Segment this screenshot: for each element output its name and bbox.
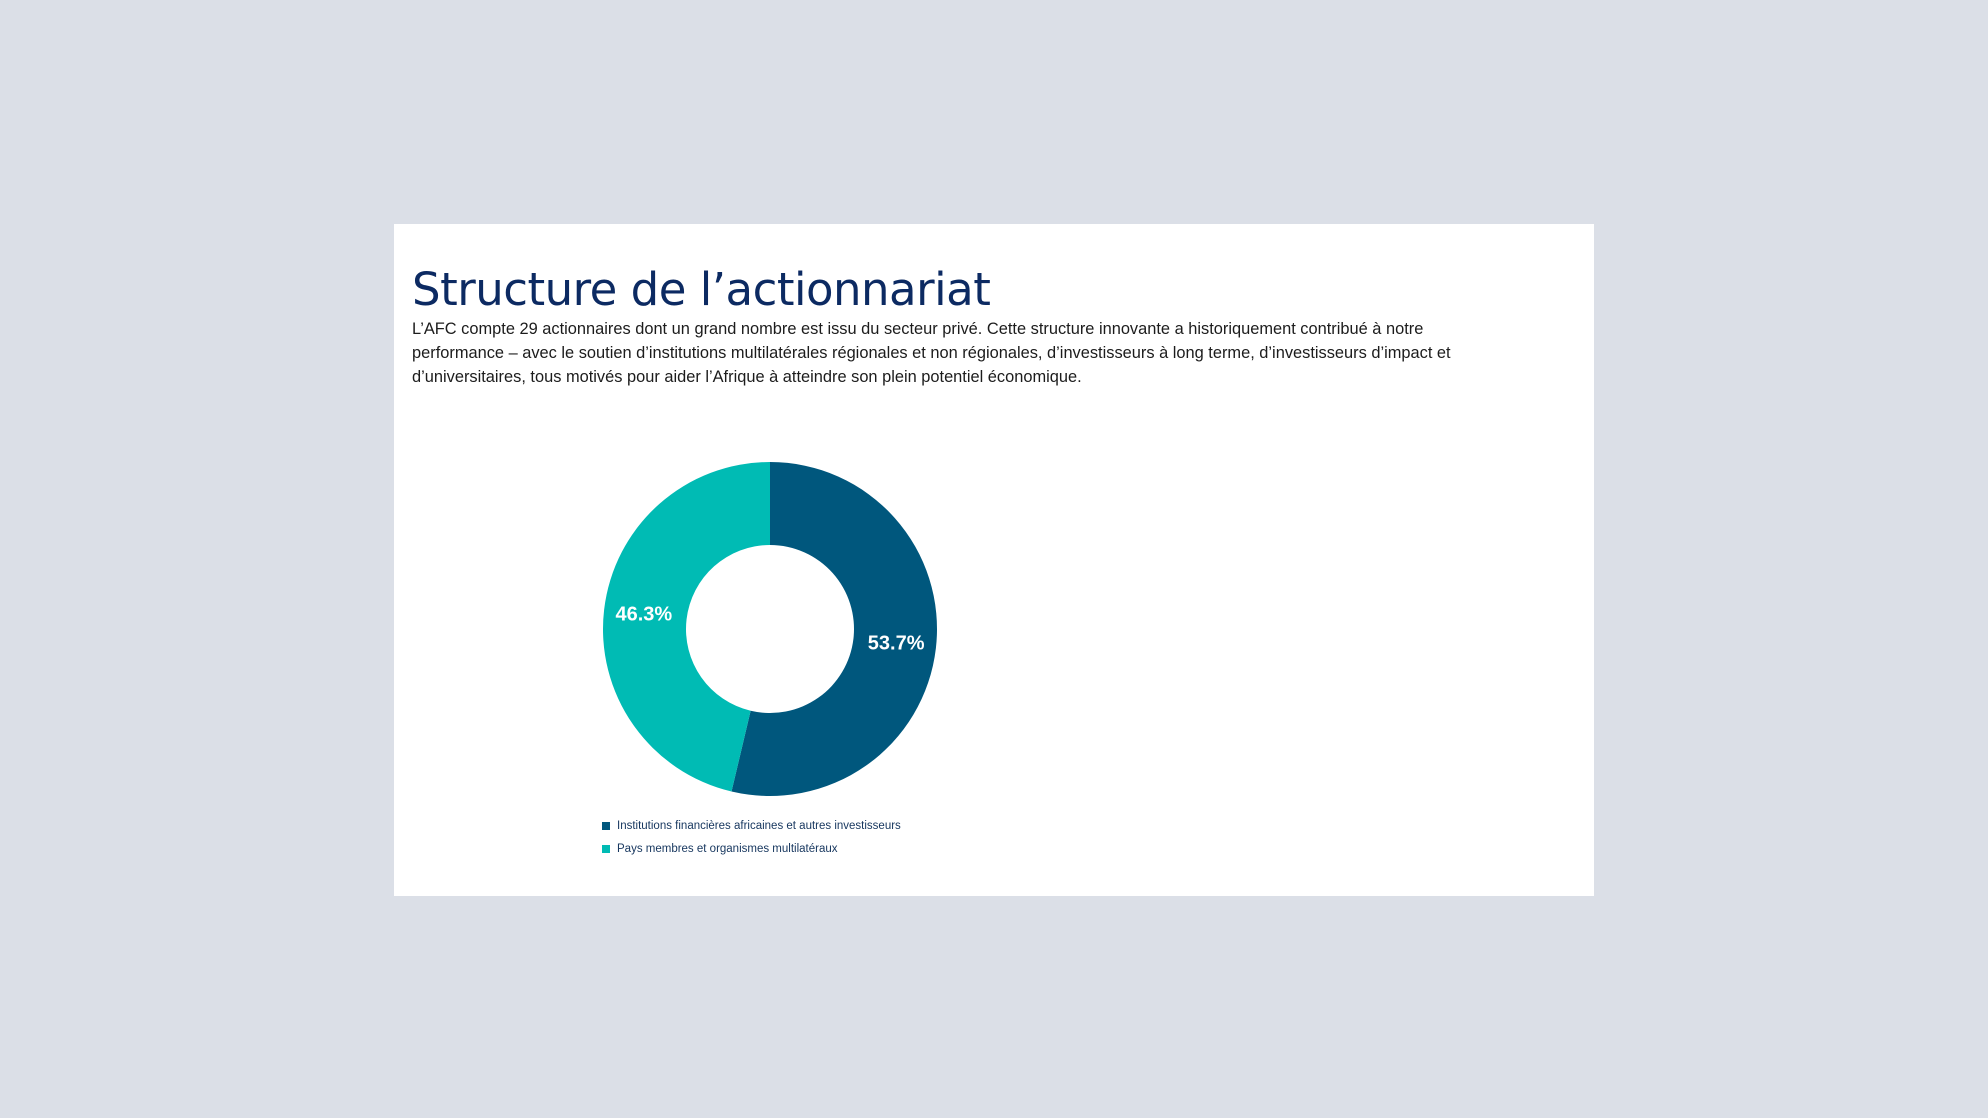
slice-label-2: 46.3% (615, 603, 673, 626)
legend (602, 820, 901, 855)
shareholding-card (394, 224, 1594, 896)
legend-swatch-1 (602, 822, 610, 830)
slice-label-1: 53.7% (867, 632, 925, 655)
slices-layer (603, 462, 937, 796)
page-title: Structure de l’actionnariat (412, 263, 991, 316)
description-text: L’AFC compte 29 actionnaires dont un grand nombre est issu du secteur privé. Cette structure innovante a historiquement contribué à notre performance – avec le soutien d’institutions multilatérales régionales et non régionales, d’investisseurs à long terme, d’investisseurs d’impact et d’universitaires, tous motivés pour aider l’Afrique à atteindre son plein potentiel économique. (412, 320, 1451, 386)
legend-label-2: Pays membres et organismes multilatéraux (617, 843, 838, 855)
legend-swatch-2 (602, 845, 610, 853)
donut-chart (394, 224, 1594, 896)
legend-label-1: Institutions financières africaines et autres investisseurs (617, 820, 901, 832)
